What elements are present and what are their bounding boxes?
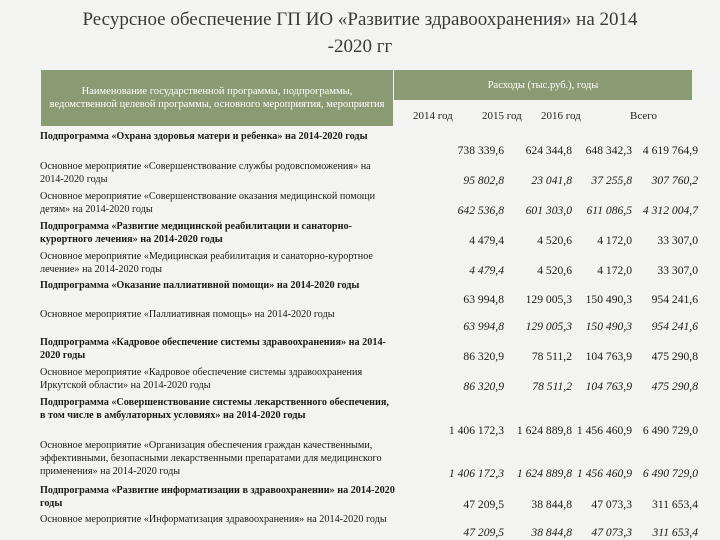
row-name: Подпрограмма «Кадровое обеспечение системы здравоохранения» на 2014-2020 годы <box>40 337 386 361</box>
cell-2015: 23 041,8 <box>531 174 572 187</box>
cell-2014: 63 994,8 <box>463 293 504 306</box>
cell-total: 311 653,4 <box>652 526 698 539</box>
year-header-2016: 2016 год <box>541 110 581 122</box>
cell-2015: 601 303,0 <box>525 204 572 217</box>
cell-2014: 86 320,9 <box>463 380 504 393</box>
cell-2014: 4 479,4 <box>469 264 504 277</box>
cell-total: 307 760,2 <box>651 174 698 187</box>
cell-2016: 611 086,5 <box>586 204 632 217</box>
row-name: Подпрограмма «Развитие медицинской реабилитации и санаторно-курортного лечения» на 2014-2020 годы <box>40 221 352 245</box>
row-name: Основное мероприятие «Совершенствование оказания медицинской помощи детям» на 2014-2020 годы <box>40 191 376 215</box>
row-name: Основное мероприятие «Медицинская реабилитация и санаторно-курортное лечение» на 2014-2020 годы <box>40 251 373 275</box>
cell-total: 4 312 004,7 <box>642 204 698 217</box>
row-name: Основное мероприятие «Организация обеспечения граждан качественными, эффективными, безопасными лекарственными препаратами для медицинского применения» на 2014-2020 годы <box>40 440 382 477</box>
cell-2015: 129 005,3 <box>525 293 572 306</box>
page-title-line1: Ресурсное обеспечение ГП ИО «Развитие здравоохранения» на 2014 <box>82 9 638 30</box>
cell-2016: 648 342,3 <box>585 144 632 157</box>
cell-2014: 95 802,8 <box>463 174 504 187</box>
cell-2014: 1 406 172,3 <box>448 467 504 480</box>
header-expenses <box>394 70 692 100</box>
header-program-name-label: Наименование государственной программы, подпрограммы, ведомственной целевой программы, основного мероприятия, мероприятия <box>49 86 385 110</box>
row-name: Подпрограмма «Оказание паллиативной помощи» на 2014-2020 годы <box>40 280 360 291</box>
cell-2014: 4 479,4 <box>469 234 504 247</box>
row-name: Подпрограмма «Охрана здоровья матери и ребенка» на 2014-2020 годы <box>40 131 368 142</box>
cell-total: 954 241,6 <box>651 293 698 306</box>
cell-2015: 1 624 889,8 <box>516 424 572 437</box>
cell-total: 954 241,6 <box>651 320 698 333</box>
row-name: Основное мероприятие «Паллиативная помощь» на 2014-2020 годы <box>40 309 335 320</box>
cell-total: 6 490 729,0 <box>642 424 698 437</box>
cell-2015: 4 520,6 <box>537 264 572 277</box>
cell-2014: 642 536,8 <box>457 204 504 217</box>
cell-2015: 38 844,8 <box>531 526 572 539</box>
year-header-2015: 2015 год <box>482 110 522 122</box>
cell-total: 33 307,0 <box>657 234 698 247</box>
row-name: Основное мероприятие «Кадровое обеспечение системы здравоохранения Иркутской области» на 2014-2020 годы <box>40 367 363 391</box>
cell-2014: 86 320,9 <box>463 350 504 363</box>
header-expenses-label: Расходы (тыс.руб.), годы <box>487 79 599 91</box>
cell-2014: 63 994,8 <box>463 320 504 333</box>
cell-2014: 47 209,5 <box>463 498 504 511</box>
cell-2014: 738 339,6 <box>457 144 504 157</box>
cell-total: 475 290,8 <box>651 350 698 363</box>
cell-2015: 38 844,8 <box>531 498 572 511</box>
cell-2016: 104 763,9 <box>585 380 632 393</box>
year-header-2014: 2014 год <box>413 110 453 122</box>
page-title <box>0 6 720 60</box>
cell-2016: 150 490,3 <box>585 320 632 333</box>
cell-2016: 104 763,9 <box>585 350 632 363</box>
cell-2016: 37 255,8 <box>591 174 632 187</box>
cell-2016: 1 456 460,9 <box>576 424 632 437</box>
cell-total: 475 290,8 <box>651 380 698 393</box>
row-name: Основное мероприятие «Совершенствование службы родовспоможения» на 2014-2020 годы <box>40 161 371 185</box>
header-program-name <box>41 70 393 126</box>
cell-2015: 4 520,6 <box>537 234 572 247</box>
cell-total: 6 490 729,0 <box>642 467 698 480</box>
cell-2016: 150 490,3 <box>585 293 632 306</box>
cell-2015: 78 511,2 <box>531 350 572 363</box>
cell-total: 33 307,0 <box>657 264 698 277</box>
cell-2015: 129 005,3 <box>525 320 572 333</box>
cell-2016: 1 456 460,9 <box>576 467 632 480</box>
year-header-total: Всего <box>630 110 657 122</box>
cell-2016: 47 073,3 <box>591 498 632 511</box>
row-name: Основное мероприятие «Информатизация здравоохранения» на 2014-2020 годы <box>40 514 387 525</box>
cell-2014: 1 406 172,3 <box>448 424 504 437</box>
cell-2016: 4 172,0 <box>597 264 632 277</box>
cell-total: 4 619 764,9 <box>642 144 698 157</box>
page-title-line2: -2020 гг <box>327 36 393 57</box>
row-name: Подпрограмма «Совершенствование системы лекарственного обеспечения, в том числе в амбулаторных условиях» на 2014-2020 годы <box>40 397 389 421</box>
cell-2016: 47 073,3 <box>591 526 632 539</box>
cell-2016: 4 172,0 <box>597 234 632 247</box>
cell-2015: 78 511,2 <box>532 380 572 393</box>
cell-total: 311 653,4 <box>652 498 698 511</box>
row-name: Подпрограмма «Развитие информатизации в здравоохранении» на 2014-2020 годы <box>40 485 395 509</box>
cell-2015: 1 624 889,8 <box>516 467 572 480</box>
cell-2014: 47 209,5 <box>463 526 504 539</box>
cell-2015: 624 344,8 <box>525 144 572 157</box>
